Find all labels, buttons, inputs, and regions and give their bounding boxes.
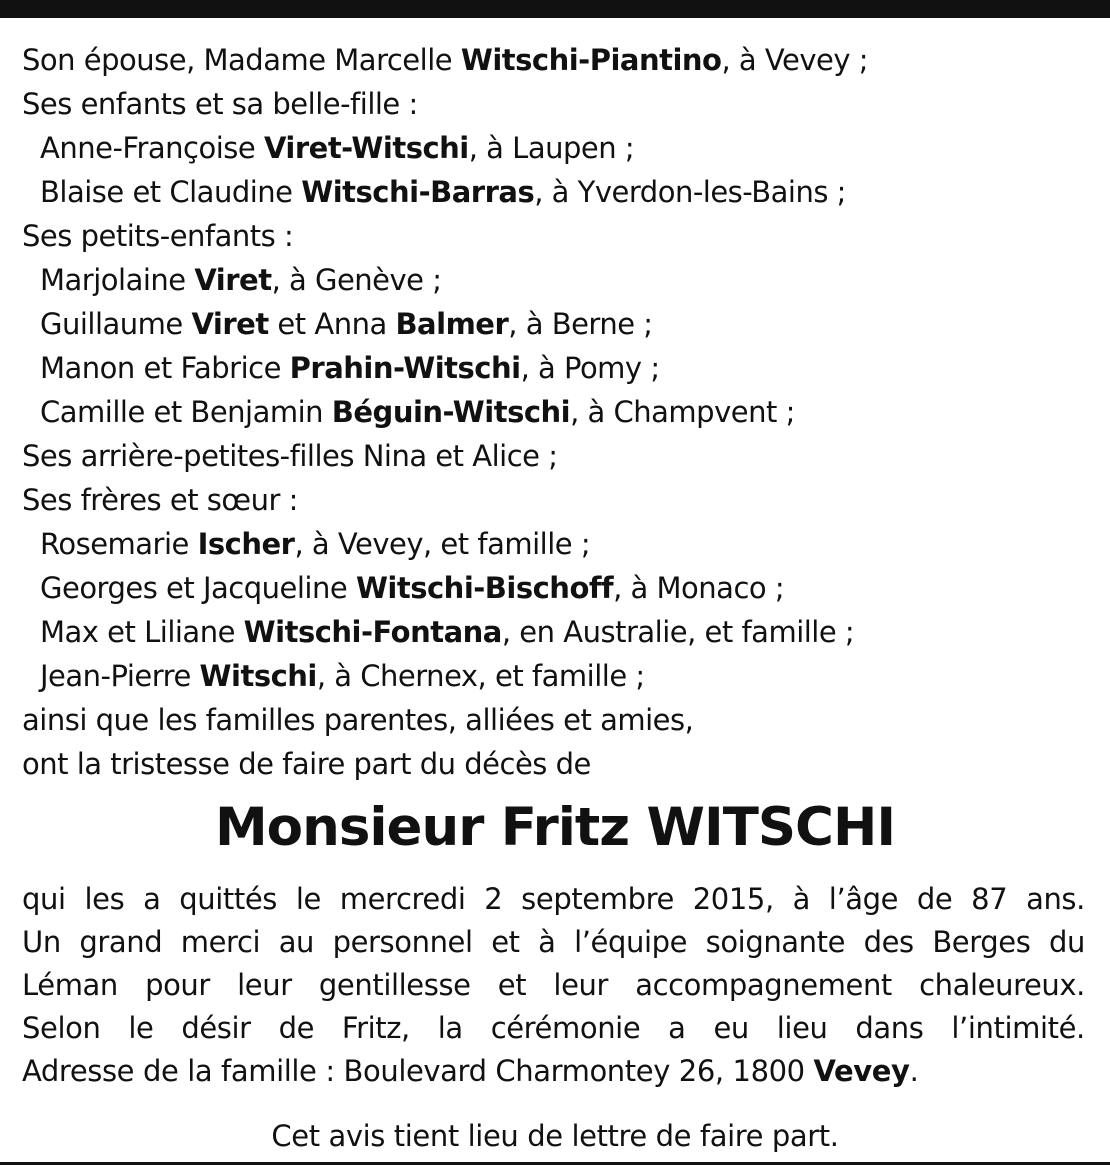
body-word: personnel [332, 925, 473, 959]
family-text: , à Berne ; [508, 307, 653, 341]
body-word: quittés [179, 882, 278, 916]
body-word: de [916, 882, 953, 916]
family-line [22, 170, 1092, 214]
family-surname: Witschi-Piantino [460, 43, 722, 77]
family-text: Camille et Benjamin [40, 395, 332, 429]
family-surname: Viret-Witschi [263, 131, 469, 165]
body-word: a [668, 1011, 686, 1045]
family-text: , à Genève ; [271, 263, 442, 297]
body-line [22, 1007, 1085, 1050]
family-surname: Witschi-Bischoff [355, 571, 614, 605]
body-word: eu [713, 1011, 749, 1045]
body-word: ans. [1026, 882, 1085, 916]
family-text: Anne-Françoise [40, 131, 264, 165]
deceased-name: Monsieur Fritz WITSCHI [214, 797, 896, 858]
body-word: cérémonie [490, 1011, 641, 1045]
family-text: Blaise et Claudine [40, 175, 302, 209]
body-word: et [491, 925, 520, 959]
family-text: Jean-Pierre [40, 659, 200, 693]
body-word: au [278, 925, 315, 959]
announcement-paragraph [22, 878, 1085, 1093]
body-word: désir [181, 1011, 251, 1045]
body-word: à [538, 925, 556, 959]
family-line [22, 566, 1092, 610]
body-word: et [497, 968, 527, 1002]
body-word: lieu [776, 1011, 828, 1045]
family-line [22, 434, 1092, 478]
body-word: Fritz, [341, 1011, 410, 1045]
family-line [22, 698, 1092, 742]
body-line [22, 964, 1085, 1007]
body-word: l’équipe [574, 925, 688, 959]
family-text: Ses frères et sœur : [22, 483, 298, 517]
body-word: septembre [521, 882, 674, 916]
body-word: 2 [484, 882, 503, 916]
family-text: et Anna [268, 307, 396, 341]
family-text: Ses petits-enfants : [22, 219, 294, 253]
family-line [22, 522, 1092, 566]
family-surname: Balmer [395, 307, 509, 341]
body-word: dans [855, 1011, 924, 1045]
family-text: ainsi que les familles parentes, alliées et amies, [22, 703, 694, 737]
family-text: ont la tristesse de faire part du décès de [22, 747, 591, 781]
family-surname: Witschi [199, 659, 317, 693]
body-word: chaleureux. [919, 968, 1085, 1002]
body-word: Selon [22, 1011, 101, 1045]
family-surname: Béguin-Witschi [331, 395, 571, 429]
body-word: Léman [22, 968, 118, 1002]
address-city: Vevey [813, 1054, 910, 1088]
family-line [22, 654, 1092, 698]
body-word: gentillesse [318, 968, 471, 1002]
family-text: Rosemarie [40, 527, 198, 561]
family-line [22, 82, 1092, 126]
body-line [22, 921, 1085, 964]
body-word: 2015, [692, 882, 774, 916]
family-line [22, 390, 1092, 434]
family-surname: Ischer [197, 527, 295, 561]
family-line [22, 126, 1092, 170]
family-text: , à Yverdon-les-Bains ; [534, 175, 846, 209]
family-text: , à Champvent ; [570, 395, 795, 429]
body-word: Berges [932, 925, 1031, 959]
family-surname: Viret [194, 263, 272, 297]
body-word: de [278, 1011, 315, 1045]
family-surname: Prahin-Witschi [289, 351, 521, 385]
address-end: . [909, 1054, 919, 1088]
family-address-line [22, 1050, 1085, 1093]
family-text: , à Vevey, et famille ; [294, 527, 591, 561]
family-text: Ses enfants et sa belle-fille : [22, 87, 418, 121]
body-word: a [143, 882, 161, 916]
top-border-rule [0, 0, 1110, 18]
body-word: du [1048, 925, 1085, 959]
body-word: accompagnement [635, 968, 892, 1002]
body-word: leur [237, 968, 292, 1002]
closing-note: Cet avis tient lieu de lettre de faire part. [271, 1119, 839, 1153]
family-text: Ses arrière-petites-filles Nina et Alice ; [22, 439, 558, 473]
body-word: 87 [971, 882, 1008, 916]
family-text: , en Australie, et famille ; [501, 615, 855, 649]
family-line [22, 258, 1092, 302]
family-line [22, 478, 1092, 522]
family-line [22, 610, 1092, 654]
body-word: l’intimité. [951, 1011, 1085, 1045]
body-word: le [295, 882, 321, 916]
family-text: , à Pomy ; [520, 351, 660, 385]
family-text: Son épouse, Madame Marcelle [22, 43, 461, 77]
family-text: Marjolaine [40, 263, 195, 297]
family-surname: Viret [191, 307, 269, 341]
bottom-border-rule [0, 1162, 1110, 1165]
family-line [22, 302, 1092, 346]
body-word: l’âge [828, 882, 899, 916]
body-word: la [437, 1011, 463, 1045]
body-word: pour [145, 968, 210, 1002]
family-text: Georges et Jacqueline [40, 571, 356, 605]
family-text: , à Laupen ; [468, 131, 635, 165]
body-word: mercredi [339, 882, 466, 916]
body-word: leur [553, 968, 609, 1002]
family-line [22, 214, 1092, 258]
body-word: à [792, 882, 810, 916]
family-line [22, 38, 1092, 82]
body-word: qui [22, 882, 66, 916]
family-text: , à Vevey ; [721, 43, 868, 77]
family-text: Max et Liliane [40, 615, 244, 649]
family-text: Guillaume [40, 307, 192, 341]
body-word: Un [22, 925, 61, 959]
body-word: soignante [705, 925, 846, 959]
body-word: les [84, 882, 125, 916]
family-list [22, 38, 1092, 786]
family-text: Manon et Fabrice [40, 351, 290, 385]
family-text: , à Chernex, et famille ; [316, 659, 645, 693]
family-surname: Witschi-Barras [301, 175, 535, 209]
family-line [22, 346, 1092, 390]
body-word: merci [180, 925, 261, 959]
body-word: des [863, 925, 914, 959]
body-word: grand [79, 925, 163, 959]
address-label: Adresse de la famille : Boulevard Charmontey 26, 1800 [22, 1054, 814, 1088]
body-line [22, 878, 1085, 921]
body-word: le [128, 1011, 154, 1045]
family-line [22, 742, 1092, 786]
family-text: , à Monaco ; [613, 571, 785, 605]
family-surname: Witschi-Fontana [243, 615, 502, 649]
